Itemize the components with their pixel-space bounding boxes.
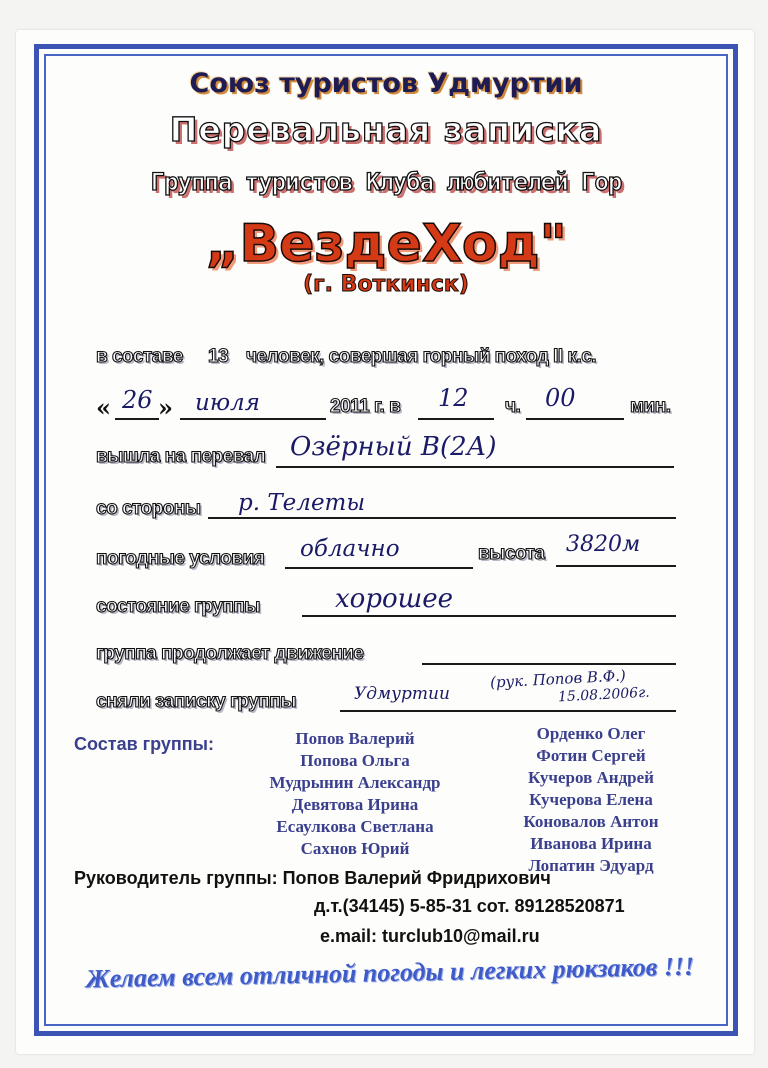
composition-count: 13 [208,346,229,367]
removed-value: Удмуртии [354,684,450,704]
member-name: Девятова Ирина [291,795,419,814]
pass-underline [276,466,674,468]
member-name: Иванова Ирина [530,834,652,853]
members-right [478,724,704,878]
member-name: Попов Валерий [295,729,415,748]
group-line: Группа туристов Клуба любителей Гор [150,168,622,196]
removed-note-line1: (рук. Попов В.Ф.) [489,666,627,692]
day-underline [115,418,159,420]
member-name: Кучеров Андрей [528,768,654,787]
member-name: Орденко Олег [536,724,646,743]
minute-value: 00 [545,384,576,412]
removed-underline [340,710,676,712]
member-name: Коновалов Антон [523,812,659,831]
weather-label: погодные условия [96,548,265,569]
condition-label: состояние группы [96,596,261,617]
member-name: Фотин Сергей [536,746,646,765]
club-city: (г. Воткинск) [303,272,469,297]
member-name: Лопатин Эдуард [528,856,654,875]
continues-underline [422,663,676,665]
side-underline [208,517,676,519]
side-value: р. Телеты [238,490,366,516]
club-name: „ВездеХод" [205,214,567,274]
year-text: 2011 г. в [330,396,401,417]
members-title: Состав группы: [74,734,215,754]
email-line: e.mail: turclub10@mail.ru [320,926,540,946]
date-month: июля [195,390,260,416]
composition-prefix: в составе [96,346,183,367]
altitude-label: высота [478,543,545,564]
weather-value: облачно [300,536,400,562]
leader-line: Руководитель группы: Попов Валерий Фридрихович [74,868,551,888]
composition-suffix: человек, совершая горный поход II к.с. [246,346,597,367]
altitude-value: 3820м [566,532,641,557]
removed-note-line2: 15.08.2006г. [557,684,651,706]
removed-label: сняли записку группы [96,691,297,712]
continues-label: группа продолжает движение [96,643,364,664]
month-underline [180,418,326,420]
hour-underline [418,418,494,420]
date-day: 26 [122,386,153,414]
member-name: Кучерова Елена [529,790,653,809]
condition-value: хорошее [335,584,454,614]
condition-underline [302,615,676,617]
member-name: Мудрынин Александр [269,773,441,792]
pass-value: Озёрный В(2А) [290,432,497,462]
altitude-underline [556,565,676,567]
member-name: Сахнов Юрий [300,839,410,858]
phone-line: д.т.(34145) 5-85-31 сот. 89128520871 [314,896,625,916]
pass-label: вышла на перевал [96,446,266,467]
date-open-quote: « [96,393,111,422]
farewell-slogan: Желаем всем отличной погоды и легких рюкзаков !!! [85,951,695,994]
minute-underline [526,418,624,420]
note-title: Перевальная записка [169,110,603,149]
hour-label: ч. [505,396,521,417]
hour-value: 12 [438,384,469,412]
weather-underline [285,567,473,569]
side-label: со стороны [96,498,201,519]
union-title: Союз туристов Удмуртии [189,68,583,99]
member-name: Есаулкова Светлана [276,817,434,836]
member-name: Попова Ольга [300,751,410,770]
minute-label: мин. [630,396,671,417]
date-close-quote: » [158,393,173,422]
members-left [240,729,470,861]
